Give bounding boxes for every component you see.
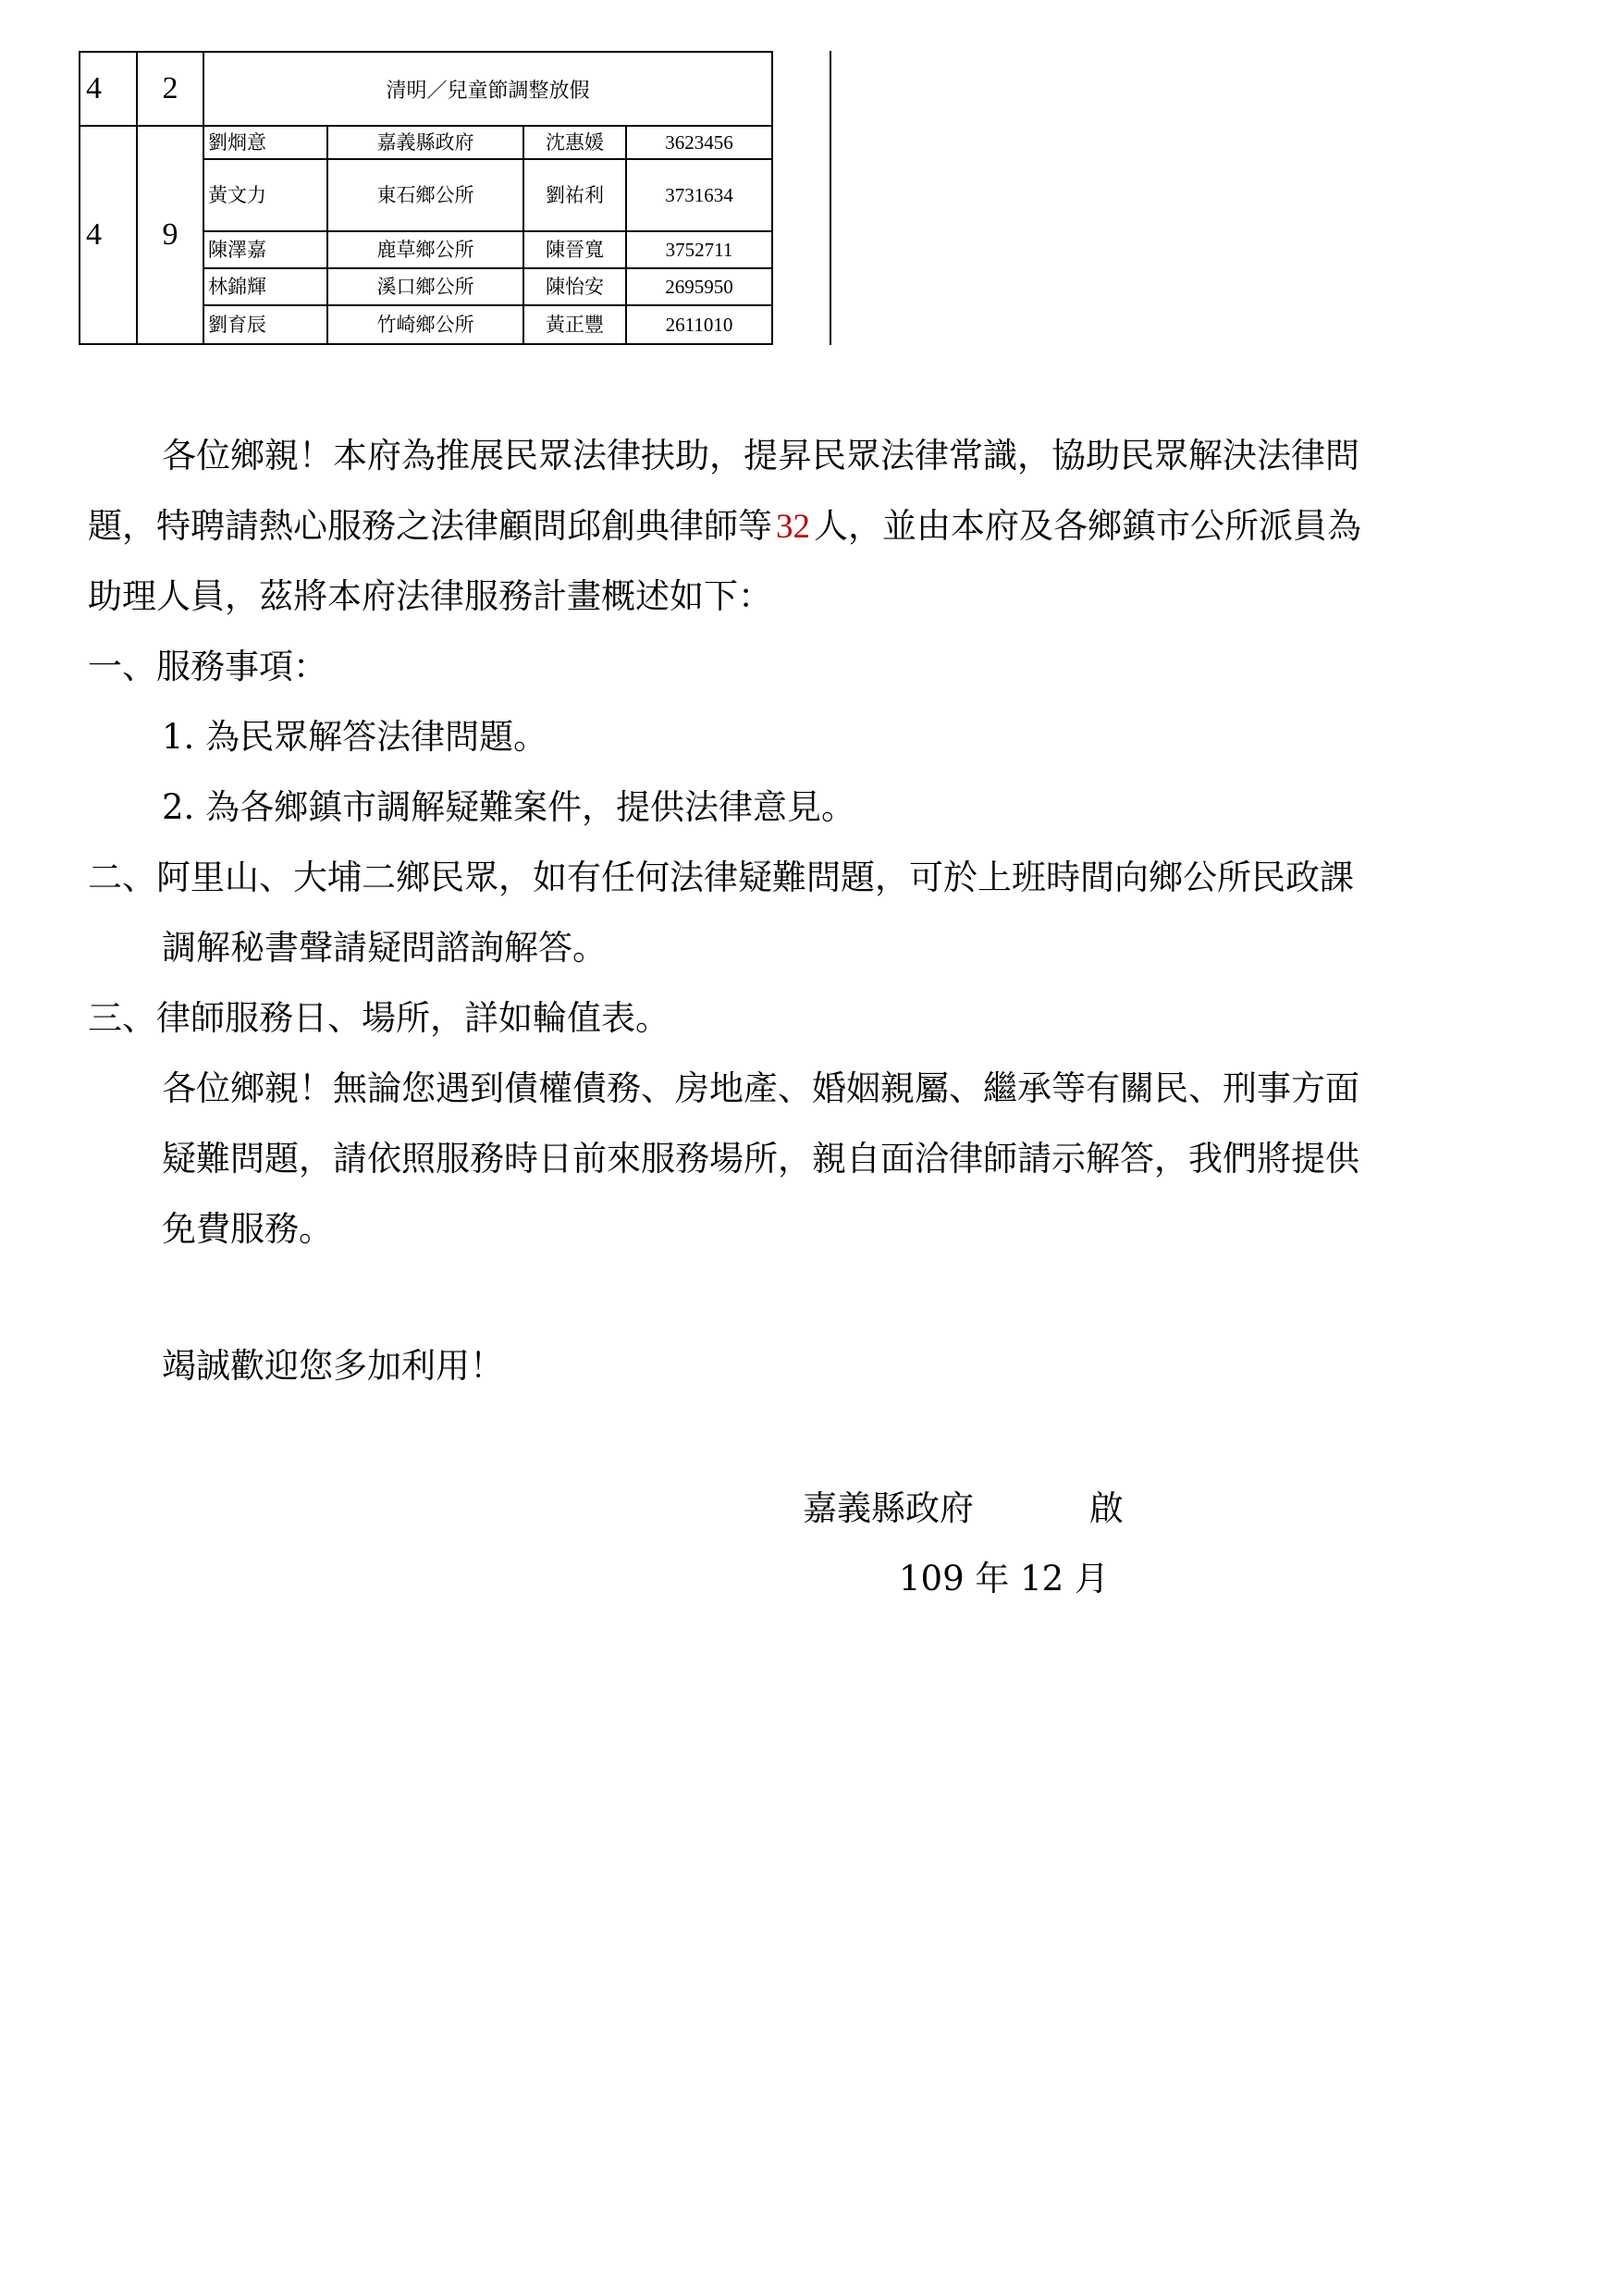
service-office: 東石鄉公所 <box>327 159 523 231</box>
table-right-rule <box>830 51 831 345</box>
phone-number: 2611010 <box>626 305 772 344</box>
intro-line-2 <box>88 498 1361 548</box>
section-3-line-3: 免費服務。 <box>162 1209 333 1249</box>
lawyer-name: 林錦輝 <box>203 268 327 305</box>
section-3-line-1: 各位鄉親！無論您遇到債權債務、房地產、婚姻親屬、繼承等有關民、刑事方面 <box>162 1068 1359 1108</box>
assistant-name: 陳晉寬 <box>523 231 626 268</box>
section-1-item-2: 2. 為各鄉鎮市調解疑難案件，提供法律意見。 <box>162 787 856 827</box>
service-office: 竹崎鄉公所 <box>327 305 523 344</box>
signature-date: 109 年 12 月 <box>899 1559 1109 1599</box>
phone-number: 3752711 <box>626 231 772 268</box>
service-office: 嘉義縣政府 <box>327 126 523 159</box>
section-1-item-1: 1. 為民眾解答法律問題。 <box>162 717 548 757</box>
lawyer-count: 32 <box>776 508 810 546</box>
signature-org: 嘉義縣政府 <box>803 1488 974 1528</box>
duty-schedule-table <box>79 51 773 345</box>
holiday-row <box>80 52 772 126</box>
signature-word: 啟 <box>1089 1488 1124 1528</box>
phone-number: 3623456 <box>626 126 772 159</box>
holiday-note: 清明／兒童節調整放假 <box>203 52 772 126</box>
welcome-line: 竭誠歡迎您多加利用！ <box>162 1346 504 1386</box>
lawyer-name: 劉烱意 <box>203 126 327 159</box>
lawyer-name: 陳澤嘉 <box>203 231 327 268</box>
table-row <box>80 126 772 159</box>
service-office: 溪口鄉公所 <box>327 268 523 305</box>
assistant-name: 劉祐利 <box>523 159 626 231</box>
intro-text-after-count: 人，並由本府及各鄉鎮市公所派員為 <box>814 506 1361 546</box>
phone-number: 2695950 <box>626 268 772 305</box>
intro-line-1: 各位鄉親！本府為推展民眾法律扶助，提昇民眾法律常識，協助民眾解決法律問 <box>162 436 1359 475</box>
phone-number: 3731634 <box>626 159 772 231</box>
assistant-name: 黃正豐 <box>523 305 626 344</box>
month-cell: 4 <box>80 52 137 126</box>
section-2-line-2: 調解秘書聲請疑問諮詢解答。 <box>162 928 607 968</box>
intro-text-before-count: 題，特聘請熱心服務之法律顧問邱創典律師等 <box>88 506 772 546</box>
assistant-name: 陳怡安 <box>523 268 626 305</box>
service-office: 鹿草鄉公所 <box>327 231 523 268</box>
day-cell: 9 <box>137 126 203 344</box>
month-cell: 4 <box>80 126 137 344</box>
section-3-title: 三、律師服務日、場所，詳如輪值表。 <box>88 998 670 1038</box>
day-cell: 2 <box>137 52 203 126</box>
lawyer-name: 黃文力 <box>203 159 327 231</box>
section-2-line-1: 二、阿里山、大埔二鄉民眾，如有任何法律疑難問題，可於上班時間向鄉公所民政課 <box>88 858 1354 897</box>
section-3-line-2: 疑難問題，請依照服務時日前來服務場所，親自面洽律師請示解答，我們將提供 <box>162 1139 1359 1179</box>
assistant-name: 沈惠媛 <box>523 126 626 159</box>
section-1-title: 一、服務事項： <box>88 647 327 686</box>
lawyer-name: 劉育辰 <box>203 305 327 344</box>
intro-line-3: 助理人員，茲將本府法律服務計畫概述如下： <box>88 576 772 616</box>
